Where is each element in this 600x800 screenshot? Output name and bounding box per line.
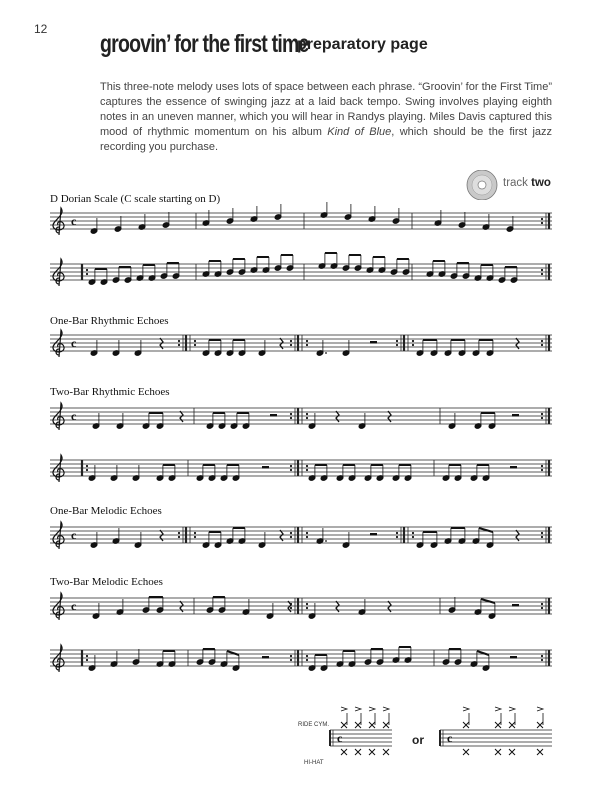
treble-clef-icon: [53, 259, 64, 286]
repeat-dot: [541, 469, 543, 471]
album-title: Kind of Blue: [327, 126, 392, 138]
repeat-dot: [178, 340, 180, 342]
x-notehead-icon: [509, 749, 515, 755]
section-label-scale: D Dorian Scale (C scale starting on D): [50, 193, 221, 205]
half-rest: [262, 466, 269, 469]
treble-clef-icon: [53, 522, 64, 549]
repeat-dot: [541, 417, 543, 419]
repeat-dot: [178, 536, 180, 538]
repeat-dot: [86, 655, 88, 657]
repeat-dot: [541, 655, 543, 657]
repeat-dot: [290, 659, 292, 661]
x-notehead-icon: [355, 749, 361, 755]
x-notehead-icon: [509, 722, 515, 728]
repeat-dot: [86, 269, 88, 271]
repeat-dot: [290, 340, 292, 342]
repeat-dot: [306, 659, 308, 661]
repeat-dot: [306, 340, 308, 342]
repeat-dot: [290, 536, 292, 538]
repeat-dot: [541, 218, 543, 220]
repeat-dot: [194, 344, 196, 346]
time-signature: c: [71, 214, 77, 228]
x-notehead-icon: [383, 749, 389, 755]
accent-icon: [463, 707, 469, 711]
repeat-dot: [541, 344, 543, 346]
or-label: or: [412, 733, 424, 747]
repeat-dot: [290, 655, 292, 657]
x-notehead-icon: [463, 722, 469, 728]
accent-icon: [495, 707, 501, 711]
repeat-dot: [541, 222, 543, 224]
x-notehead-icon: [369, 722, 375, 728]
accent-icon: [369, 707, 375, 711]
section-label-melodic-1: One-Bar Melodic Echoes: [50, 505, 162, 517]
repeat-dot: [86, 465, 88, 467]
time-signature: c: [337, 731, 343, 745]
repeat-dot: [412, 344, 414, 346]
repeat-dot: [290, 344, 292, 346]
time-signature: c: [71, 336, 77, 350]
repeat-dot: [306, 603, 308, 605]
repeat-dot: [86, 659, 88, 661]
repeat-dot: [306, 655, 308, 657]
time-signature: c: [447, 731, 453, 745]
repeat-dot: [396, 340, 398, 342]
treble-clef-icon: [53, 455, 64, 482]
repeat-dot: [541, 269, 543, 271]
repeat-dot: [178, 344, 180, 346]
repeat-dot: [290, 607, 292, 609]
repeat-dot: [86, 469, 88, 471]
page-number: 12: [34, 22, 48, 36]
section-label-rhythmic-2: Two-Bar Rhythmic Echoes: [50, 386, 170, 398]
repeat-dot: [290, 465, 292, 467]
repeat-dot: [541, 465, 543, 467]
repeat-dot: [306, 417, 308, 419]
intro-text-1: This three-note melody uses lots of space between each phrase. “Groovin’ for the First Time” captures the essence of swinging jazz at a laid back tempo. Swing involves playing eighth notes in an uneven manner, which you will hear in Randys playing. Miles Davis captured this mood of rhythmic momentum on his album: [100, 81, 552, 138]
repeat-dot: [306, 413, 308, 415]
hihat-label: HI-HAT: [304, 760, 324, 766]
repeat-dot: [541, 536, 543, 538]
repeat-dot: [541, 659, 543, 661]
repeat-dot: [396, 536, 398, 538]
half-rest: [370, 533, 377, 536]
half-rest: [262, 656, 269, 659]
x-notehead-icon: [537, 722, 543, 728]
repeat-dot: [306, 532, 308, 534]
repeat-dot: [541, 532, 543, 534]
page-subtitle: preparatory page: [297, 36, 428, 53]
track-prefix: track: [503, 177, 532, 189]
repeat-dot: [412, 536, 414, 538]
x-notehead-icon: [495, 722, 501, 728]
repeat-dot: [306, 465, 308, 467]
repeat-dot: [541, 603, 543, 605]
page-title: groovin’ for the first time: [100, 30, 309, 58]
repeat-dot: [396, 532, 398, 534]
treble-clef-icon: [53, 645, 64, 672]
x-notehead-icon: [369, 749, 375, 755]
repeat-dot: [290, 413, 292, 415]
track-number: two: [531, 177, 551, 189]
treble-clef-icon: [53, 330, 64, 357]
half-rest: [370, 341, 377, 344]
repeat-dot: [194, 532, 196, 534]
half-rest: [270, 414, 277, 417]
x-notehead-icon: [341, 722, 347, 728]
beam: [477, 651, 489, 655]
repeat-dot: [194, 340, 196, 342]
accent-icon: [383, 707, 389, 711]
treble-clef-icon: [53, 593, 64, 620]
beam: [479, 528, 493, 532]
section-label-melodic-2: Two-Bar Melodic Echoes: [50, 576, 163, 588]
repeat-dot: [194, 536, 196, 538]
half-rest: [512, 604, 519, 607]
time-signature: c: [71, 599, 77, 613]
note-dot: [325, 352, 327, 354]
accent-icon: [355, 707, 361, 711]
accent-icon: [341, 707, 347, 711]
accent-icon: [537, 707, 543, 711]
repeat-dot: [290, 469, 292, 471]
repeat-dot: [541, 340, 543, 342]
repeat-dot: [306, 344, 308, 346]
x-notehead-icon: [383, 722, 389, 728]
repeat-dot: [178, 532, 180, 534]
repeat-dot: [412, 340, 414, 342]
half-rest: [510, 466, 517, 469]
x-notehead-icon: [495, 749, 501, 755]
time-signature: c: [71, 528, 77, 542]
repeat-dot: [396, 344, 398, 346]
beam: [227, 651, 239, 655]
beam: [481, 599, 495, 603]
treble-clef-icon: [53, 403, 64, 430]
repeat-dot: [86, 273, 88, 275]
half-rest: [510, 656, 517, 659]
section-label-rhythmic-1: One-Bar Rhythmic Echoes: [50, 315, 169, 327]
repeat-dot: [306, 607, 308, 609]
x-notehead-icon: [537, 749, 543, 755]
repeat-dot: [412, 532, 414, 534]
time-signature: c: [71, 409, 77, 423]
repeat-dot: [306, 536, 308, 538]
accent-icon: [509, 707, 515, 711]
repeat-dot: [541, 607, 543, 609]
x-notehead-icon: [355, 722, 361, 728]
treble-clef-icon: [53, 208, 64, 235]
intro-text-2: , which should be the first jazz recording you purchase.: [100, 126, 553, 153]
ride-cymbal-label: RIDE CYM.: [298, 722, 330, 728]
repeat-dot: [290, 417, 292, 419]
repeat-dot: [541, 273, 543, 275]
x-notehead-icon: [463, 749, 469, 755]
repeat-dot: [306, 469, 308, 471]
repeat-dot: [541, 413, 543, 415]
x-notehead-icon: [341, 749, 347, 755]
half-rest: [512, 414, 519, 417]
note-dot: [325, 540, 327, 542]
repeat-dot: [290, 532, 292, 534]
